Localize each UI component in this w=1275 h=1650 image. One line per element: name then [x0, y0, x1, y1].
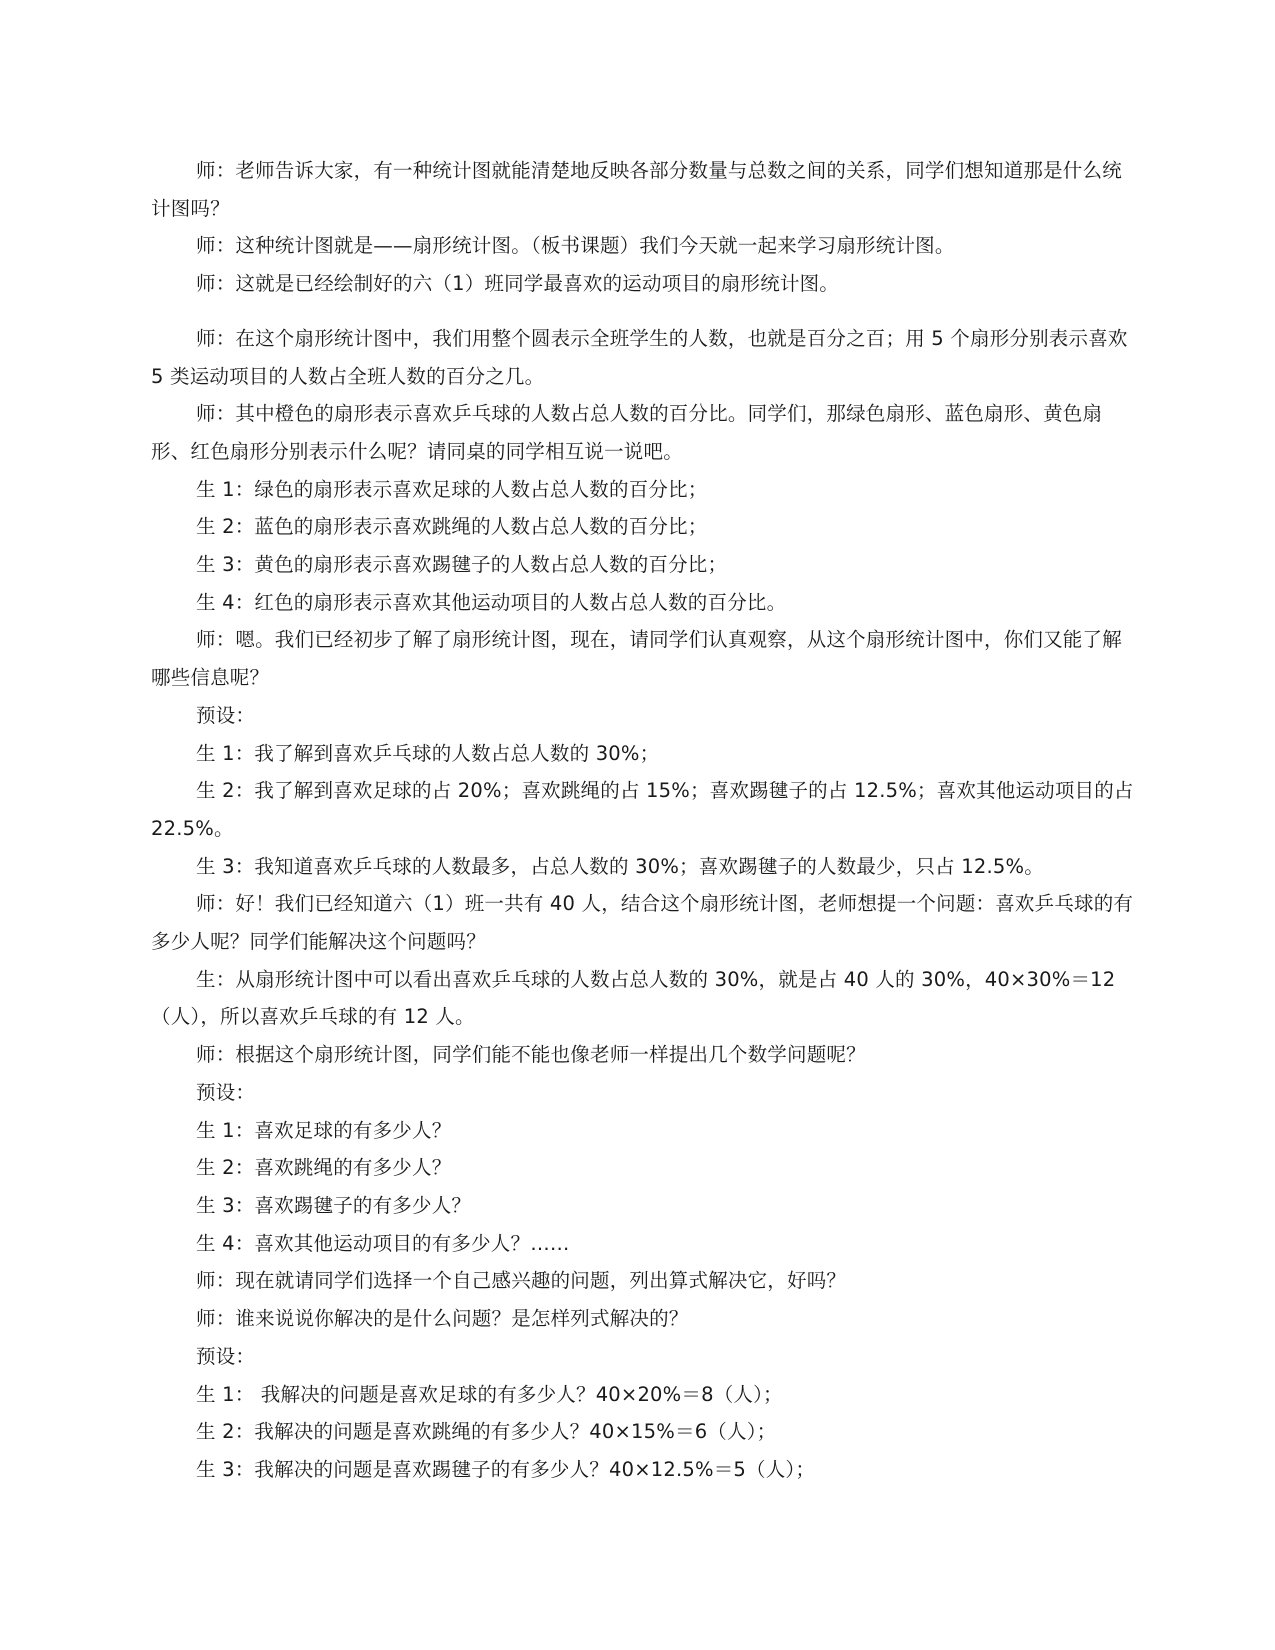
- paragraph: 预设：: [196, 1344, 256, 1368]
- paragraph: 生 1：绿色的扇形表示喜欢足球的人数占总人数的百分比；: [196, 477, 708, 501]
- paragraph: 生 1： 我解决的问题是喜欢足球的有多少人？40×20%＝8（人）；: [196, 1382, 783, 1406]
- paragraph: 师：好！我们已经知道六（1）班一共有 40 人，结合这个扇形统计图，老师想提一个问题：喜欢乒乓球的有多少人呢？同学们能解决这个问题吗？: [151, 892, 1134, 954]
- paragraph: 生 3：喜欢踢毽子的有多少人？: [196, 1193, 472, 1217]
- document-body: [151, 152, 1135, 1489]
- paragraph: 师：根据这个扇形统计图，同学们能不能也像老师一样提出几个数学问题呢？: [196, 1043, 866, 1067]
- paragraph: 生 3：我解决的问题是喜欢踢毽子的有多少人？40×12.5%＝5（人）；: [196, 1457, 816, 1481]
- paragraph: 预设：: [196, 703, 256, 727]
- paragraph: 师：这就是已经绘制好的六（1）班同学最喜欢的运动项目的扇形统计图。: [196, 272, 840, 296]
- paragraph: 师：在这个扇形统计图中，我们用整个圆表示全班学生的人数，也就是百分之百；用 5 个扇形分别表示喜欢 5 类运动项目的人数占全班人数的百分之几。: [151, 326, 1128, 388]
- paragraph: 师：谁来说说你解决的是什么问题？是怎样列式解决的？: [196, 1307, 689, 1331]
- paragraph: 生 1：我了解到喜欢乒乓球的人数占总人数的 30%；: [196, 741, 660, 765]
- paragraph: 预设：: [196, 1080, 256, 1104]
- paragraph: 生 4：红色的扇形表示喜欢其他运动项目的人数占总人数的百分比。: [196, 590, 787, 614]
- paragraph: 师：嗯。我们已经初步了解了扇形统计图，现在，请同学们认真观察，从这个扇形统计图中，你们又能了解哪些信息呢？: [151, 628, 1122, 690]
- paragraph: 生 2：我了解到喜欢足球的占 20%；喜欢跳绳的占 15%；喜欢踢毽子的占 12.5%；喜欢其他运动项目的占 22.5%。: [151, 779, 1134, 840]
- paragraph: 生 2：我解决的问题是喜欢跳绳的有多少人？40×15%＝6（人）；: [196, 1420, 777, 1444]
- paragraph: 生 1：喜欢足球的有多少人？: [196, 1118, 452, 1142]
- paragraph: 师：现在就请同学们选择一个自己感兴趣的问题，列出算式解决它，好吗？: [196, 1269, 847, 1293]
- paragraph: 生 3：黄色的扇形表示喜欢踢毽子的人数占总人数的百分比；: [196, 553, 728, 577]
- paragraph: 师：这种统计图就是——扇形统计图。（板书课题）我们今天就一起来学习扇形统计图。: [196, 234, 955, 258]
- paragraph: 生 3：我知道喜欢乒乓球的人数最多，占总人数的 30%；喜欢踢毽子的人数最少，只占 12.5%。: [196, 854, 1044, 878]
- paragraph: 生 2：喜欢跳绳的有多少人？: [196, 1156, 452, 1180]
- paragraph: 生 2：蓝色的扇形表示喜欢跳绳的人数占总人数的百分比；: [196, 515, 708, 539]
- paragraph: 生：从扇形统计图中可以看出喜欢乒乓球的人数占总人数的 30%，就是占 40 人的 30%，40×30%＝12（人），所以喜欢乒乓球的有 12 人。: [151, 967, 1116, 1029]
- paragraph: 师：其中橙色的扇形表示喜欢乒乓球的人数占总人数的百分比。同学们，那绿色扇形、蓝色扇形、黄色扇形、红色扇形分别表示什么呢？请同桌的同学相互说一说吧。: [151, 402, 1103, 463]
- paragraph: 师：老师告诉大家，有一种统计图就能清楚地反映各部分数量与总数之间的关系，同学们想知道那是什么统计图吗？: [151, 159, 1122, 220]
- paragraph: 生 4：喜欢其他运动项目的有多少人？……: [196, 1231, 570, 1255]
